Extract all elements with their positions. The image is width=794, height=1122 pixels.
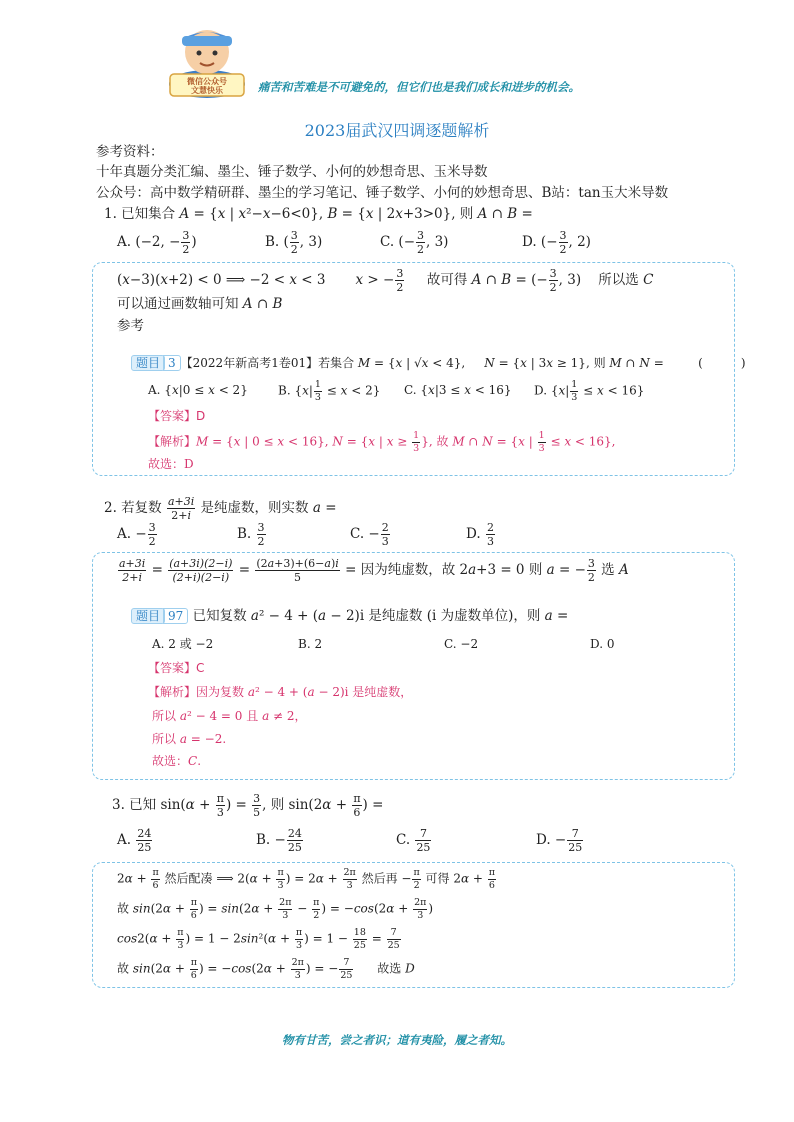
q3-option-a: A. $\frac{24}{25}$ bbox=[117, 827, 152, 854]
q2-ref-num: 97 bbox=[163, 608, 188, 624]
q2-ref-stem: 题目 97 已知复数 a² − 4 + (a − 2)i 是纯虚数 (i 为虚数单位)，则 a = bbox=[131, 608, 568, 624]
q3-option-c: C. $\frac{7}{25}$ bbox=[396, 827, 431, 854]
q1-ref-choice: 故选：D bbox=[148, 457, 194, 471]
refs-line2: 公众号：高中数学精研群、墨尘的学习笔记、锤子数学、小何的妙想奇思、B站：tan玉大米导数 bbox=[96, 185, 669, 201]
q2-option-c: C. − $\frac{2}{3}$ bbox=[350, 521, 389, 548]
q1-ref-analysis: 【解析】M = {x | 0 ≤ x < 16}, N = {x | x ≥ $\frac{1}{3}$ }, 故 M ∩ N = {x | $\frac{1}{3}$ ≤ x < 16}, bbox=[148, 430, 616, 454]
footer-motto: 物有甘苦，尝之者识；道有夷险，履之者知。 bbox=[282, 1033, 512, 1047]
q2-solution-line1: $\frac{a+3i}{2+i}$ = $\frac{(a+3i)(2-i)}{(2+i)(2-i)}$ = $\frac{(2a+3)+(6-a)i}{5}$ = 因为纯虚数，故 2a+3 = 0 则 a = − $\frac{3}{2}$ 选 A bbox=[119, 557, 629, 584]
q1-ref-answer: 【答案】D bbox=[148, 409, 206, 423]
q3-solution-line4: 故 sin(2α + $\frac{\pi}{6}$ ) = −cos(2α + $\frac{2\pi}{3}$ ) = − $\frac{7}{25}$ 故选 D bbox=[117, 957, 415, 981]
q2-ref-tag: 题目 bbox=[131, 608, 165, 624]
q2-ref-analysis-3: 所以 a = −2. bbox=[152, 732, 227, 746]
refs-line1: 十年真题分类汇编、墨尘、锤子数学、小何的妙想奇思、玉米导数 bbox=[96, 164, 488, 180]
q1-option-b: B. ( $\frac{3}{2}$ , 3) bbox=[265, 229, 323, 256]
q2-option-d: D. $\frac{2}{3}$ bbox=[466, 521, 494, 548]
q3-solution-line1: 2α + $\frac{\pi}{6}$ 然后配凑 ⟹ 2(α + $\frac{\pi}{3}$ ) = 2α + $\frac{2\pi}{3}$ 然后再 − $\frac{\pi}{2}$ 可得 2α + $\frac{\pi}{6}$ bbox=[117, 867, 496, 891]
q2-option-a: A. − $\frac{3}{2}$ bbox=[117, 521, 156, 548]
q2-ref-choice: 故选：C. bbox=[152, 754, 202, 768]
q1-option-a: A. (−2, − $\frac{3}{2}$ ) bbox=[117, 229, 197, 256]
q1-ref-tag: 题目 bbox=[131, 355, 165, 371]
q1-ref-option-b: B. {x| $\frac{1}{3}$ ≤ x < 2} bbox=[278, 379, 381, 403]
q2-option-b: B. $\frac{3}{2}$ bbox=[237, 521, 265, 548]
q2-ref-option-b: B. 2 bbox=[298, 637, 323, 651]
q1-option-c: C. (− $\frac{3}{2}$ , 3) bbox=[380, 229, 449, 256]
q1-ref-option-a: A. {x|0 ≤ x < 2} bbox=[148, 383, 248, 397]
mascot-text-1: 微信公众号 bbox=[187, 76, 227, 86]
q3-option-b: B. − $\frac{24}{25}$ bbox=[256, 827, 302, 854]
q2-ref-option-a: A. 2 或 −2 bbox=[152, 637, 214, 651]
q3-solution-line2: 故 sin(2α + $\frac{\pi}{6}$ ) = sin(2α + $\frac{2\pi}{3}$ − $\frac{\pi}{2}$ ) = −cos(2α + $\frac{2\pi}{3}$ ) bbox=[117, 897, 434, 921]
q1-ref-stem: 题目 3 【2022年新高考1卷01】若集合 M = {x | √x < 4}, N = {x | 3x ≥ 1}, 则 M ∩ N = ( ) bbox=[131, 355, 746, 371]
refs-label: 参考资料： bbox=[96, 144, 164, 160]
q1-solution-line1: (x−3)(x+2) < 0 ⟹ −2 < x < 3 x > − $\frac{3}{2}$ 故可得 A ∩ B = (− $\frac{3}{2}$ , 3) 所以选 C bbox=[117, 267, 654, 294]
header-motto: 痛苦和苦难是不可避免的，但它们也是我们成长和进步的机会。 bbox=[258, 80, 580, 94]
q2-ref-option-d: D. 0 bbox=[590, 637, 615, 651]
q1-ref-num: 3 bbox=[163, 355, 181, 371]
q1-stem: 1. 已知集合 A = {x | x²−x−6<0}, B = {x | 2x+3>0}, 则 A ∩ B = bbox=[104, 206, 533, 222]
q1-solution-line2: 可以通过画数轴可知 A ∩ B bbox=[117, 296, 283, 312]
q2-ref-analysis-2: 所以 a² − 4 = 0 且 a ≠ 2， bbox=[152, 709, 307, 723]
q3-solution-line3: cos2(α + $\frac{\pi}{3}$ ) = 1 − 2sin²(α + $\frac{\pi}{3}$ ) = 1 − $\frac{18}{25}$ = $\frac{7}{25}$ bbox=[117, 927, 400, 951]
q1-solution-line3: 参考 bbox=[117, 318, 144, 334]
q3-option-d: D. − $\frac{7}{25}$ bbox=[536, 827, 583, 854]
q1-ref-option-d: D. {x| $\frac{1}{3}$ ≤ x < 16} bbox=[534, 379, 645, 403]
q2-ref-option-c: C. −2 bbox=[444, 637, 479, 651]
q2-stem: 2. 若复数 $\frac{a+3i}{2+i}$ 是纯虚数，则实数 a = bbox=[104, 495, 337, 522]
mascot-text-2: 文慧快乐 bbox=[191, 85, 223, 95]
q1-option-d: D. (− $\frac{3}{2}$ , 2) bbox=[522, 229, 591, 256]
mascot-logo bbox=[162, 22, 252, 100]
page-title: 2023届武汉四调逐题解析 bbox=[304, 121, 490, 140]
q2-ref-answer: 【答案】C bbox=[148, 661, 205, 675]
q2-ref-analysis-1: 【解析】因为复数 a² − 4 + (a − 2)i 是纯虚数， bbox=[148, 685, 413, 699]
q3-stem: 3. 已知 sin(α + $\frac{\pi}{3}$ ) = $\frac{3}{5}$ , 则 sin(2α + $\frac{\pi}{6}$ ) = bbox=[112, 792, 384, 819]
q1-ref-option-c: C. {x|3 ≤ x < 16} bbox=[404, 383, 512, 397]
